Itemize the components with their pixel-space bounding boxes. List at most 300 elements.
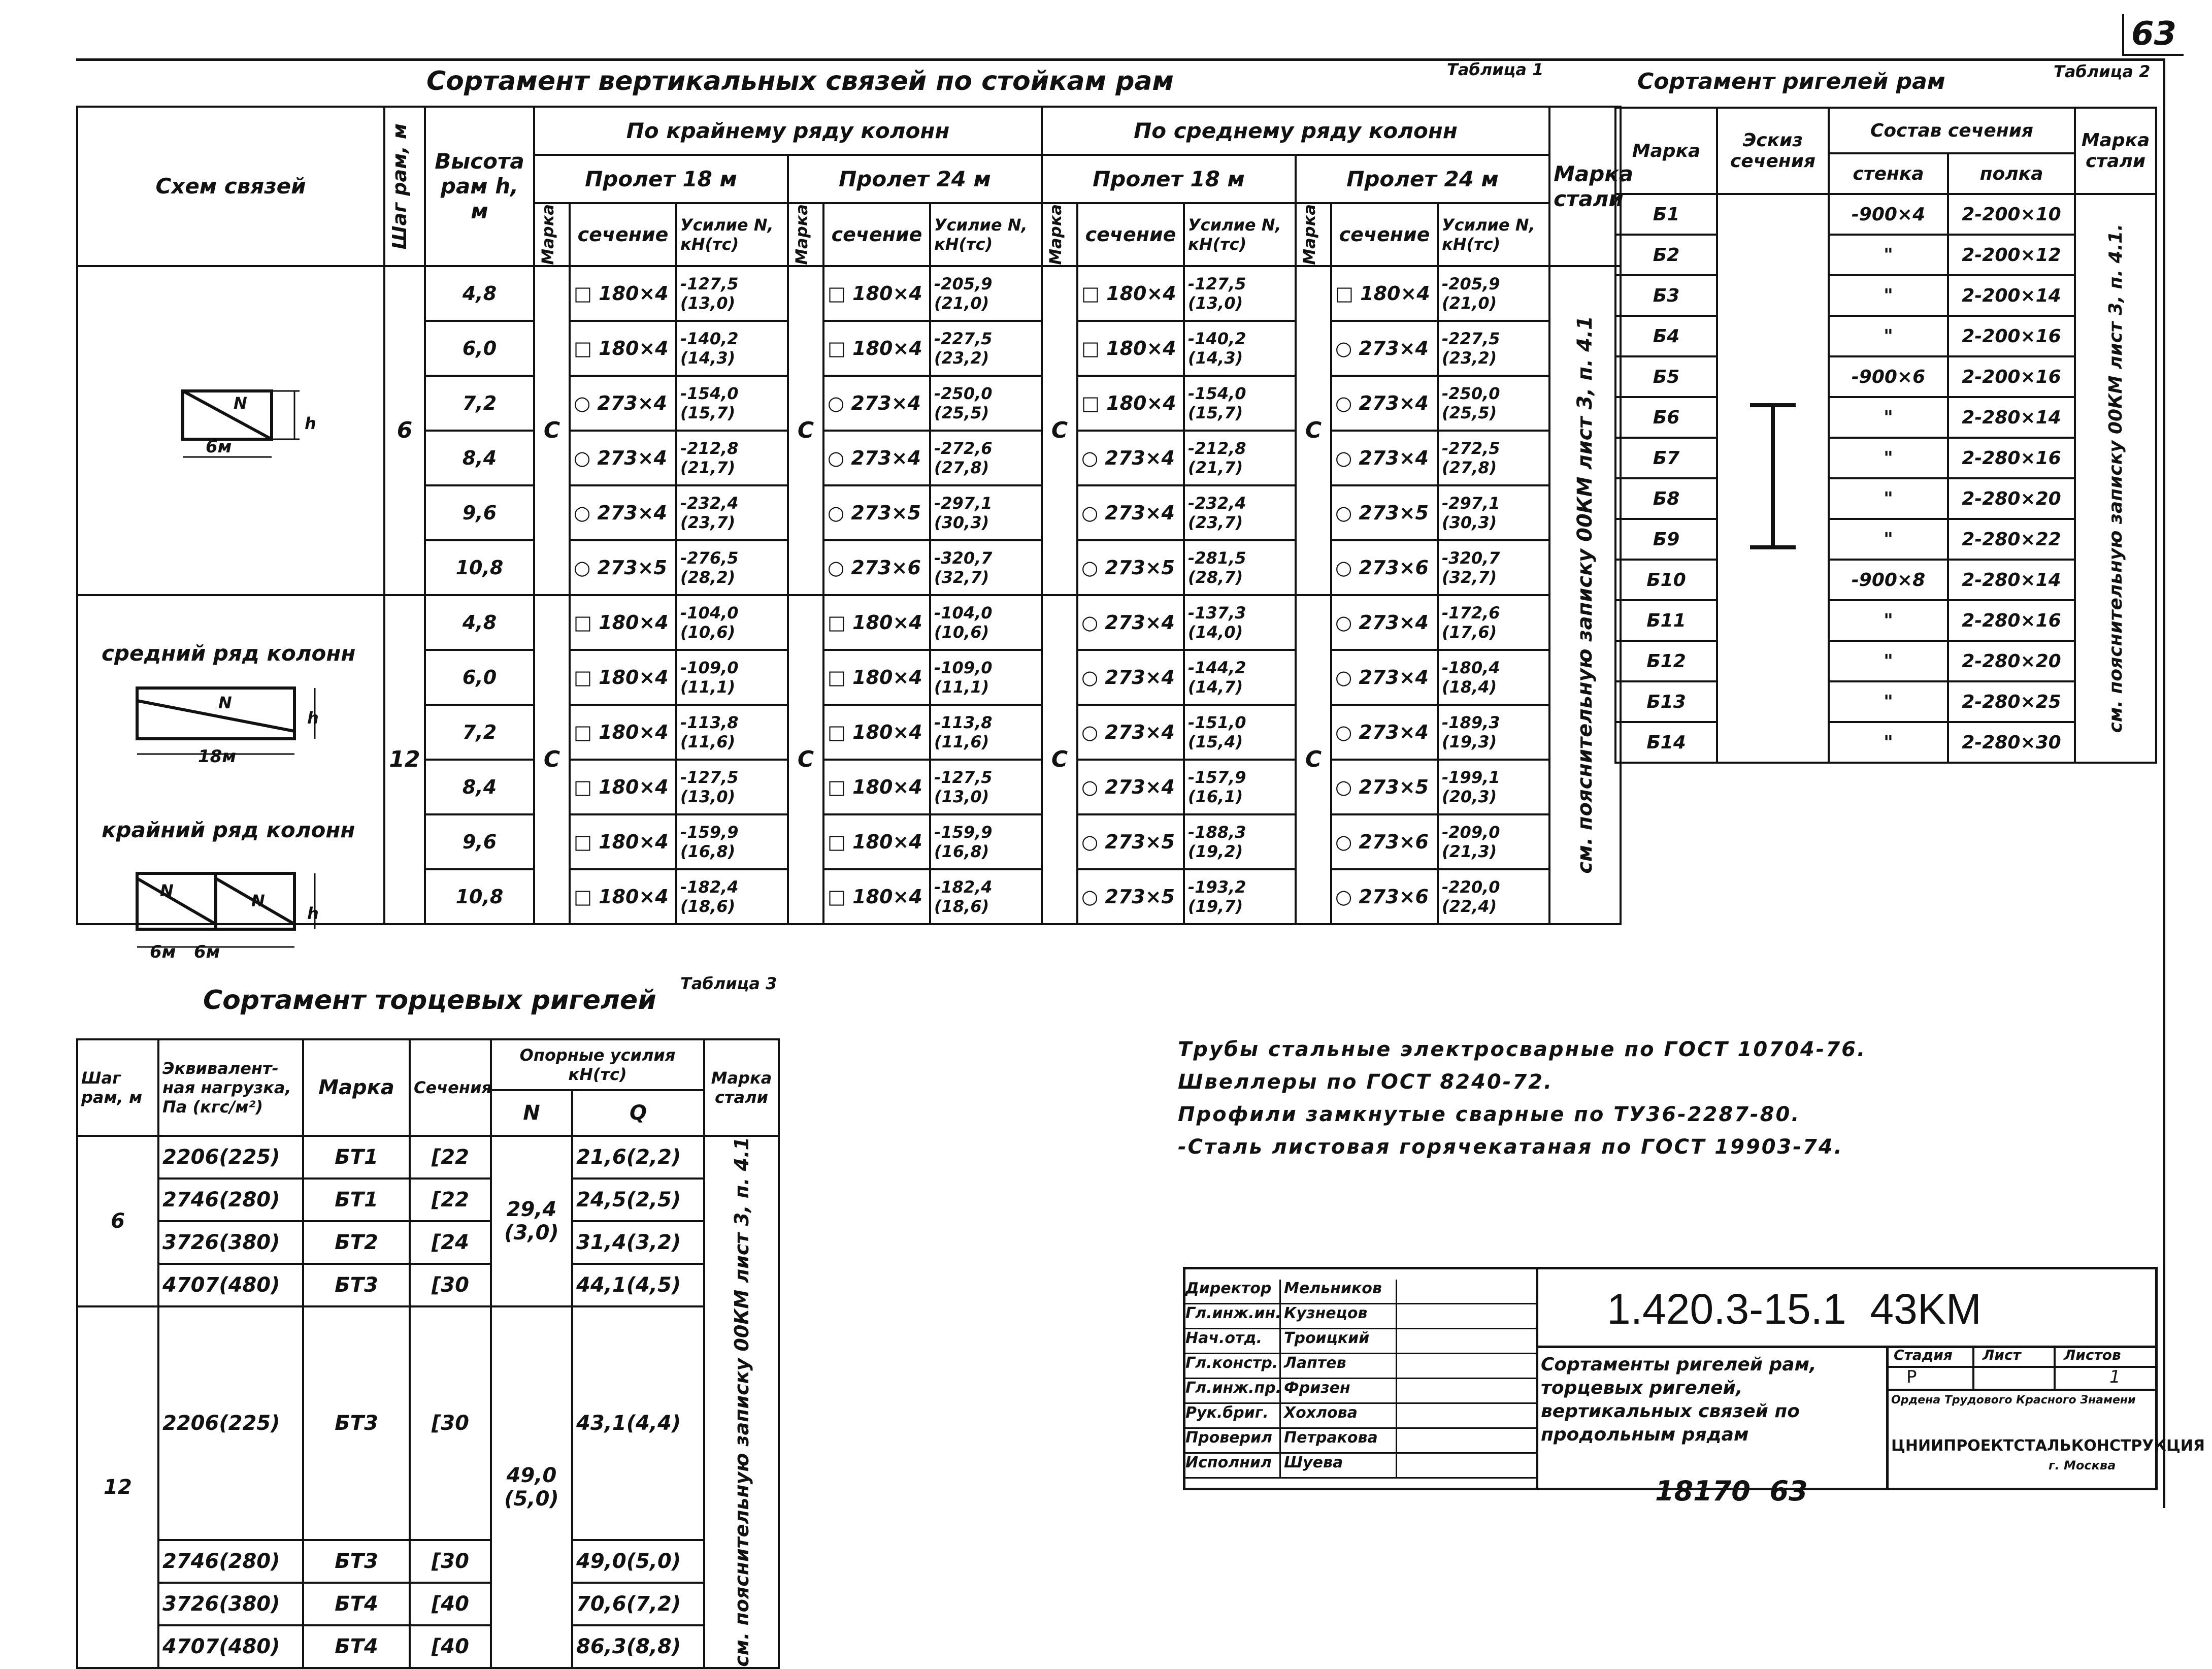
org-city: г. Москва (2049, 1458, 2116, 1472)
beam-mark: Б2 (1615, 235, 1717, 275)
support-q-value: 86,3(8,8) (572, 1625, 704, 1668)
footer-number: 18170 63 (1655, 1475, 1808, 1507)
web-value: " (1829, 235, 1948, 275)
flange-value: 2-200×12 (1948, 235, 2075, 275)
table-row (77, 1583, 779, 1625)
h-height: Высота рам h, м (425, 107, 534, 266)
force-value: -209,0 (21,3) (1438, 814, 1549, 869)
notes (1178, 1033, 1866, 1163)
section-value: ○ 273×4 (823, 431, 930, 485)
scheme-middle-n: N (218, 693, 232, 712)
support-q-value: 31,4(3,2) (572, 1221, 704, 1264)
table-row (77, 1540, 779, 1583)
mark-value: БТ3 (303, 1306, 410, 1540)
force-value: -212,8 (21,7) (676, 431, 788, 485)
section-value: [30 (410, 1540, 491, 1583)
t3-h-mark: Марка (303, 1039, 410, 1136)
web-value: " (1829, 275, 1948, 316)
table3-title: Сортамент торцевых ригелей (203, 985, 656, 1016)
stamp-row (1185, 1429, 1536, 1454)
h-force: Усилие N, кН(тс) (676, 203, 788, 266)
h-section: сечение (570, 203, 676, 266)
table-row (77, 1179, 779, 1221)
web-value: " (1829, 681, 1948, 722)
table2-label: Таблица 2 (2054, 62, 2151, 81)
scheme-middle-span: 18м (198, 746, 237, 767)
t3-h-n: N (491, 1090, 572, 1136)
force-value: -172,6 (17,6) (1438, 595, 1549, 650)
beam-mark: Б14 (1615, 722, 1717, 763)
stamp-role: Исполнил (1185, 1454, 1281, 1477)
steel-note-text: см. пояснительную записку 00КМ лист 3, п. 4.1. (2105, 223, 2126, 733)
web-value: " (1829, 641, 1948, 681)
mark-value: БТ1 (303, 1136, 410, 1179)
section-value: □ 180×4 (823, 266, 930, 321)
beam-mark: Б1 (1615, 194, 1717, 235)
section-value: □ 180×4 (570, 321, 676, 376)
flange-value: 2-200×16 (1948, 356, 2075, 397)
t3-h-step: Шаг рам, м (77, 1039, 158, 1136)
stamp-role: Директор (1185, 1280, 1281, 1303)
scheme-outer-spans: 6м 6м (150, 942, 220, 962)
support-q-value: 43,1(4,4) (572, 1306, 704, 1540)
force-value: -104,0 (10,6) (930, 595, 1042, 650)
section-value: ○ 273×6 (1331, 869, 1438, 924)
note-4: -Сталь листовая горячекатаная по ГОСТ 19903-74. (1178, 1135, 1843, 1159)
h-outer-row: По крайнему ряду колонн (534, 107, 1042, 155)
force-value: -272,6 (27,8) (930, 431, 1042, 485)
force-value: -205,9 (21,0) (930, 266, 1042, 321)
stamp-name: Хохлова (1281, 1404, 1397, 1427)
flange-value: 2-200×10 (1948, 194, 2075, 235)
sheets-value: 1 (2109, 1367, 2121, 1387)
section-value: □ 180×4 (823, 760, 930, 814)
t2-h-composition: Состав сечения (1829, 108, 2075, 153)
t3-h-load: Эквивалент-ная нагрузка, Пa (кгс/м²) (158, 1039, 303, 1136)
flange-value: 2-200×16 (1948, 316, 2075, 356)
stamp-role: Гл.констр. (1185, 1354, 1281, 1378)
force-value: -281,5 (28,7) (1184, 540, 1296, 595)
support-q-value: 70,6(7,2) (572, 1583, 704, 1625)
scheme-n-label: N (234, 394, 247, 413)
h-span24-outer: Пролет 24 м (788, 155, 1042, 203)
height-value: 8,4 (425, 760, 534, 814)
stamp-role: Проверил (1185, 1429, 1281, 1452)
h-span18-outer: Пролет 18 м (534, 155, 788, 203)
support-q-value: 49,0(5,0) (572, 1540, 704, 1583)
mark-value: С (534, 595, 570, 924)
table2-title: Сортамент ригелей рам (1637, 69, 1945, 94)
section-value: [40 (410, 1583, 491, 1625)
t3-h-q: Q (572, 1090, 704, 1136)
note-1: Трубы стальные электросварные по ГОСТ 10704-76. (1178, 1038, 1867, 1061)
table2 (1614, 107, 2157, 764)
section-value: [22 (410, 1136, 491, 1179)
section-value: ○ 273×5 (570, 540, 676, 595)
section-value: ○ 273×4 (1077, 705, 1184, 760)
force-value: -127,5 (13,0) (1184, 266, 1296, 321)
web-value: -900×8 (1829, 560, 1948, 600)
scheme-middle-h: h (307, 708, 319, 728)
section-value: ○ 273×4 (570, 431, 676, 485)
section-value: ○ 273×5 (1077, 869, 1184, 924)
beam-mark: Б11 (1615, 600, 1717, 641)
force-value: -189,3 (19,3) (1438, 705, 1549, 760)
web-value: " (1829, 600, 1948, 641)
flange-value: 2-280×16 (1948, 600, 2075, 641)
force-value: -127,5 (13,0) (676, 266, 788, 321)
scheme-outer-h: h (307, 904, 319, 923)
mark-value: С (788, 595, 823, 924)
stamp-name: Кузнецов (1281, 1304, 1397, 1328)
height-value: 4,8 (425, 595, 534, 650)
h-section: сечение (1331, 203, 1438, 266)
h-scheme: Схем связей (77, 107, 384, 266)
flange-value: 2-280×14 (1948, 560, 2075, 600)
web-value: -900×6 (1829, 356, 1948, 397)
section-value: □ 180×4 (570, 705, 676, 760)
table-row (77, 1264, 779, 1306)
t2-h-mark: Марка (1615, 108, 1717, 194)
section-value: □ 180×4 (570, 266, 676, 321)
flange-value: 2-200×14 (1948, 275, 2075, 316)
beam-mark: Б6 (1615, 397, 1717, 438)
force-value: -199,1 (20,3) (1438, 760, 1549, 814)
mark-value: С (788, 266, 823, 595)
table3 (76, 1038, 780, 1669)
steel-note (2075, 194, 2156, 763)
section-value: [40 (410, 1625, 491, 1668)
stage-header: Стадия (1894, 1347, 1953, 1363)
beam-mark: Б4 (1615, 316, 1717, 356)
flange-value: 2-280×20 (1948, 478, 2075, 519)
force-value: -140,2 (14,3) (676, 321, 788, 376)
height-value: 7,2 (425, 376, 534, 431)
t3-h-support: Опорные усилия кН(тс) (491, 1039, 704, 1090)
stamp-row (1185, 1379, 1536, 1404)
outer-row-caption: крайний ряд колонн (102, 817, 355, 842)
section-value: ○ 273×4 (823, 376, 930, 431)
height-value: 10,8 (425, 869, 534, 924)
force-value: -227,5 (23,2) (1438, 321, 1549, 376)
h-force: Усилие N, кН(тс) (1438, 203, 1549, 266)
table-row (77, 1221, 779, 1264)
web-value: " (1829, 316, 1948, 356)
section-value: □ 180×4 (823, 814, 930, 869)
section-value: □ 180×4 (823, 321, 930, 376)
h-mark: Марка (1296, 203, 1331, 266)
t2-h-flange: полка (1948, 153, 2075, 194)
support-q-value: 24,5(2,5) (572, 1179, 704, 1221)
force-value: -297,1 (30,3) (1438, 485, 1549, 540)
mark-value: С (534, 266, 570, 595)
height-value: 6,0 (425, 650, 534, 705)
force-value: -205,9 (21,0) (1438, 266, 1549, 321)
stamp-role: Гл.инж.пр. (1185, 1379, 1281, 1402)
section-value: [24 (410, 1221, 491, 1264)
h-middle-row: По среднему ряду колонн (1042, 107, 1549, 155)
stage-value: Р (1906, 1367, 1917, 1387)
stamp-name: Шуева (1281, 1454, 1397, 1477)
table-row (77, 1306, 779, 1540)
force-value: -250,0 (25,5) (930, 376, 1042, 431)
scheme-outer-n1: N (160, 881, 174, 900)
org-name: ЦНИИПРОЕКТСТАЛЬКОНСТРУКЦИЯ (1891, 1437, 2205, 1455)
force-value: -154,0 (15,7) (1184, 376, 1296, 431)
mark-value: С (1296, 595, 1331, 924)
beam-mark: Б10 (1615, 560, 1717, 600)
section-value: □ 180×4 (570, 650, 676, 705)
section-value: ○ 273×5 (1331, 760, 1438, 814)
section-value: ○ 273×4 (1077, 485, 1184, 540)
h-steel: Марка стали (1549, 107, 1621, 266)
beam-mark: Б12 (1615, 641, 1717, 681)
force-value: -159,9 (16,8) (930, 814, 1042, 869)
steel-note-text: см. пояснительную записку 00КМ лист 3, п. 4.1 (1573, 316, 1597, 874)
force-value: -220,0 (22,4) (1438, 869, 1549, 924)
step-value: 6 (384, 266, 425, 595)
force-value: -140,2 (14,3) (1184, 321, 1296, 376)
force-value: -320,7 (32,7) (1438, 540, 1549, 595)
beam-mark: Б7 (1615, 438, 1717, 478)
steel-note-text: см. пояснительную записку 00КМ лист 3, п. 4.1 (730, 1137, 753, 1667)
sheets-header: Листов (2064, 1347, 2121, 1363)
force-value: -144,2 (14,7) (1184, 650, 1296, 705)
height-value: 9,6 (425, 485, 534, 540)
step-value: 12 (384, 595, 425, 924)
stamp-name: Мельников (1281, 1280, 1397, 1303)
table-row (77, 1625, 779, 1668)
h-force: Усилие N, кН(тс) (1184, 203, 1296, 266)
steel-note (1549, 266, 1621, 924)
force-value: -104,0 (10,6) (676, 595, 788, 650)
table-row (77, 1136, 779, 1179)
table1-label: Таблица 1 (1447, 60, 1544, 79)
beam-mark: Б8 (1615, 478, 1717, 519)
middle-row-caption: средний ряд колонн (102, 641, 356, 666)
force-value: -193,2 (19,7) (1184, 869, 1296, 924)
web-value: -900×4 (1829, 194, 1948, 235)
table2-body (1615, 194, 2156, 763)
height-value: 8,4 (425, 431, 534, 485)
height-value: 7,2 (425, 705, 534, 760)
force-value: -297,1 (30,3) (930, 485, 1042, 540)
section-value: ○ 273×6 (1331, 540, 1438, 595)
drawing-code: 1.420.3-15.1 43KM (1607, 1285, 1982, 1333)
force-value: -250,0 (25,5) (1438, 376, 1549, 431)
section-value: ○ 273×5 (1331, 485, 1438, 540)
section-value: □ 180×4 (823, 595, 930, 650)
step-value: 6 (77, 1136, 158, 1306)
section-value: ○ 273×6 (823, 540, 930, 595)
section-value: □ 180×4 (570, 760, 676, 814)
mark-value: С (1042, 595, 1077, 924)
stamp-name: Троицкий (1281, 1329, 1397, 1353)
step-value: 12 (77, 1306, 158, 1668)
mark-value: С (1296, 266, 1331, 595)
force-value: -227,5 (23,2) (930, 321, 1042, 376)
support-q-value: 44,1(4,5) (572, 1264, 704, 1306)
stamp-row (1185, 1280, 1536, 1304)
section-value: ○ 273×4 (1331, 376, 1438, 431)
i-beam-icon (1735, 395, 1811, 558)
section-value: ○ 273×4 (1331, 650, 1438, 705)
force-value: -320,7 (32,7) (930, 540, 1042, 595)
table-row (1615, 194, 2156, 235)
sheet-header: Лист (1983, 1347, 2021, 1363)
load-value: 2206(225) (158, 1136, 303, 1179)
force-value: -113,8 (11,6) (930, 705, 1042, 760)
table3-body (77, 1136, 779, 1668)
stamp-role: Гл.инж.ин. (1185, 1304, 1281, 1328)
stamp-name: Лаптев (1281, 1354, 1397, 1378)
table1-title: Сортамент вертикальных связей по стойкам рам (426, 66, 1174, 96)
stamp-row (1185, 1354, 1536, 1379)
force-value: -109,0 (11,1) (930, 650, 1042, 705)
section-value: □ 180×4 (1077, 376, 1184, 431)
section-value: ○ 273×5 (823, 485, 930, 540)
note-2: Швеллеры по ГОСТ 8240-72. (1178, 1070, 1554, 1094)
table-row (77, 266, 1621, 321)
section-value: ○ 273×4 (1077, 595, 1184, 650)
load-value: 4707(480) (158, 1625, 303, 1668)
force-value: -232,4 (23,7) (1184, 485, 1296, 540)
load-value: 4707(480) (158, 1264, 303, 1306)
load-value: 3726(380) (158, 1583, 303, 1625)
web-value: " (1829, 519, 1948, 560)
section-value: □ 180×4 (1077, 321, 1184, 376)
section-value: ○ 273×4 (1077, 760, 1184, 814)
support-n-value: 49,0 (5,0) (491, 1306, 572, 1668)
flange-value: 2-280×25 (1948, 681, 2075, 722)
height-value: 6,0 (425, 321, 534, 376)
load-value: 2746(280) (158, 1540, 303, 1583)
section-value: [30 (410, 1306, 491, 1540)
force-value: -212,8 (21,7) (1184, 431, 1296, 485)
section-value: □ 180×4 (823, 705, 930, 760)
force-value: -127,5 (13,0) (930, 760, 1042, 814)
note-3: Профили замкнутые сварные по ТУ36-2287-80. (1178, 1103, 1801, 1126)
force-value: -127,5 (13,0) (676, 760, 788, 814)
height-value: 9,6 (425, 814, 534, 869)
web-value: " (1829, 478, 1948, 519)
beam-mark: Б5 (1615, 356, 1717, 397)
beam-mark: Б9 (1615, 519, 1717, 560)
load-value: 3726(380) (158, 1221, 303, 1264)
t2-h-web: стенка (1829, 153, 1948, 194)
section-value: ○ 273×4 (570, 376, 676, 431)
web-value: " (1829, 722, 1948, 763)
stamp-row (1185, 1454, 1536, 1479)
load-value: 2206(225) (158, 1306, 303, 1540)
stamp-role: Нач.отд. (1185, 1329, 1281, 1353)
force-value: -157,9 (16,1) (1184, 760, 1296, 814)
force-value: -182,4 (18,6) (930, 869, 1042, 924)
section-value: ○ 273×5 (1077, 540, 1184, 595)
support-q-value: 21,6(2,2) (572, 1136, 704, 1179)
h-mark: Марка (1042, 203, 1077, 266)
section-value: [30 (410, 1264, 491, 1306)
section-value: ○ 273×4 (1077, 431, 1184, 485)
force-value: -113,8 (11,6) (676, 705, 788, 760)
force-value: -188,3 (19,2) (1184, 814, 1296, 869)
beam-mark: Б13 (1615, 681, 1717, 722)
section-value: ○ 273×4 (1331, 431, 1438, 485)
flange-value: 2-280×16 (1948, 438, 2075, 478)
h-step: Шаг рам, м (384, 107, 425, 266)
force-value: -276,5 (28,2) (676, 540, 788, 595)
stamp-row (1185, 1329, 1536, 1354)
mark-value: БТ2 (303, 1221, 410, 1264)
force-value: -182,4 (18,6) (676, 869, 788, 924)
sketch-cell (1717, 194, 1829, 763)
section-value: □ 180×4 (823, 650, 930, 705)
section-value: ○ 273×4 (1077, 650, 1184, 705)
section-value: □ 180×4 (570, 595, 676, 650)
section-value: ○ 273×4 (1331, 321, 1438, 376)
section-value: □ 180×4 (570, 869, 676, 924)
flange-value: 2-280×20 (1948, 641, 2075, 681)
section-value: ○ 273×5 (1077, 814, 1184, 869)
mark-value: БТ3 (303, 1540, 410, 1583)
scheme-outer-n2: N (251, 891, 265, 910)
table1 (76, 106, 1634, 925)
section-value: ○ 273×4 (570, 485, 676, 540)
force-value: -159,9 (16,8) (676, 814, 788, 869)
mark-value: С (1042, 266, 1077, 595)
table3-label: Таблица 3 (680, 974, 777, 993)
stamp-name: Петракова (1281, 1429, 1397, 1452)
scheme-h-label: h (305, 414, 316, 433)
stamp-row (1185, 1404, 1536, 1429)
section-value: □ 180×4 (1077, 266, 1184, 321)
web-value: " (1829, 438, 1948, 478)
t2-h-sketch: Эскиз сечения (1717, 108, 1829, 194)
force-value: -137,3 (14,0) (1184, 595, 1296, 650)
force-value: -154,0 (15,7) (676, 376, 788, 431)
load-value: 2746(280) (158, 1179, 303, 1221)
section-value: ○ 273×4 (1331, 705, 1438, 760)
section-value: □ 180×4 (570, 814, 676, 869)
height-value: 10,8 (425, 540, 534, 595)
h-mark: Марка (534, 203, 570, 266)
force-value: -232,4 (23,7) (676, 485, 788, 540)
support-n-value: 29,4 (3,0) (491, 1136, 572, 1306)
force-value: -180,4 (18,4) (1438, 650, 1549, 705)
section-value: □ 180×4 (1331, 266, 1438, 321)
h-span18-middle: Пролет 18 м (1042, 155, 1296, 203)
h-span24-middle: Пролет 24 м (1296, 155, 1549, 203)
org-line1: Ордена Трудового Красного Знамени (1891, 1394, 2136, 1406)
mark-value: БТ3 (303, 1264, 410, 1306)
flange-value: 2-280×22 (1948, 519, 2075, 560)
h-mark: Марка (788, 203, 823, 266)
force-value: -151,0 (15,4) (1184, 705, 1296, 760)
t3-h-section: Сечения (410, 1039, 491, 1136)
height-value: 4,8 (425, 266, 534, 321)
title-block (1183, 1267, 2205, 1490)
mark-value: БТ4 (303, 1583, 410, 1625)
force-value: -109,0 (11,1) (676, 650, 788, 705)
flange-value: 2-280×14 (1948, 397, 2075, 438)
steel-note (704, 1136, 779, 1668)
section-value: □ 180×4 (823, 869, 930, 924)
stamp-people (1185, 1280, 1536, 1479)
h-section: сечение (1077, 203, 1184, 266)
h-section: сечение (823, 203, 930, 266)
section-value: [22 (410, 1179, 491, 1221)
mark-value: БТ1 (303, 1179, 410, 1221)
